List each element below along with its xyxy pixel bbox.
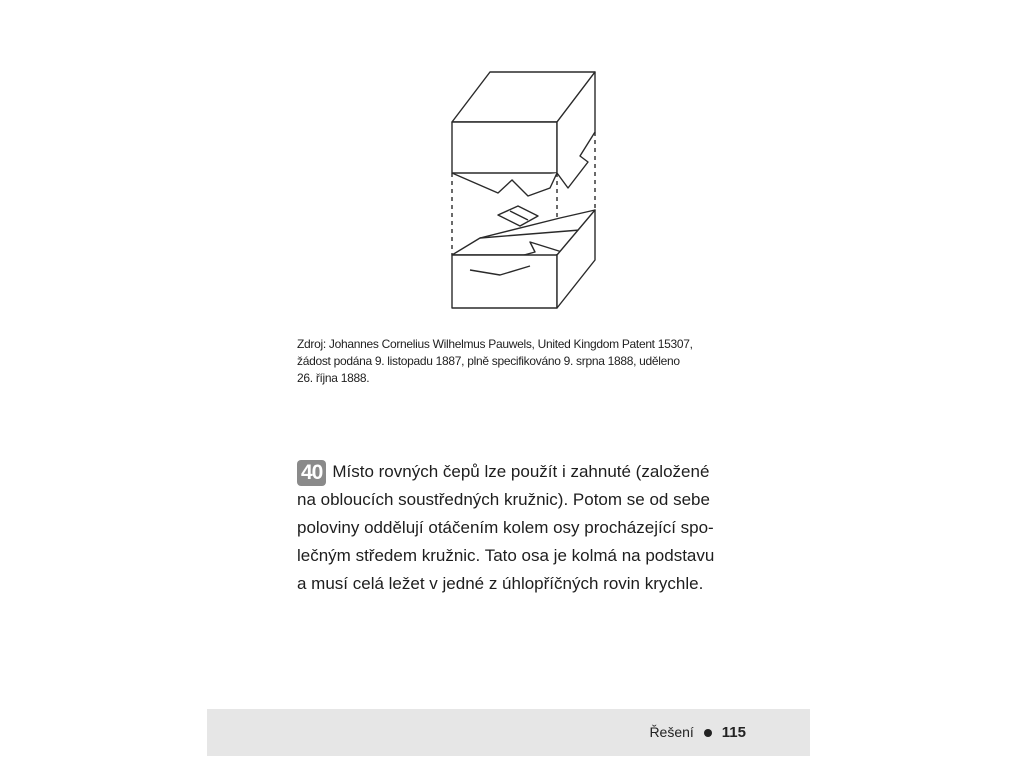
problem-paragraph [297, 458, 767, 598]
bottom-block-front-face [452, 255, 557, 308]
problem-text-line: lečným středem kružnic. Tato osa je kolmá na podstavu [297, 546, 715, 565]
top-block-tooth [512, 173, 557, 196]
caption-line: žádost podána 9. listopadu 1887, plně specifikováno 9. srpna 1888, uděleno [297, 354, 680, 368]
problem-text-line: a musí celá ležet v jedné z úhlopříčných rovin krychle. [297, 574, 704, 593]
figure-caption [297, 336, 767, 387]
problem-first-row [297, 458, 767, 486]
footer-section-title: Řešení [649, 724, 694, 740]
bullet-icon [704, 729, 712, 737]
caption-line: Zdroj: Johannes Cornelius Wilhelmus Pauwels, United Kingdom Patent 15307, [297, 337, 693, 351]
puzzle-cube-diagram [440, 70, 610, 322]
caption-line: 26. října 1888. [297, 371, 370, 385]
problem-number-badge: 40 [297, 460, 326, 486]
problem-text-line: poloviny oddělují otáčením kolem osy procházející spo- [297, 518, 714, 537]
middle-tooth [498, 206, 538, 226]
page-footer [207, 709, 810, 756]
page-number: 115 [721, 724, 746, 741]
top-block-front-face [452, 122, 557, 173]
problem-text-line: na obloucích soustředných kružnic). Potom se od sebe [297, 490, 710, 509]
footer-content [649, 722, 746, 743]
problem-text-line: Místo rovných čepů lze použít i zahnuté (založené [332, 462, 710, 481]
